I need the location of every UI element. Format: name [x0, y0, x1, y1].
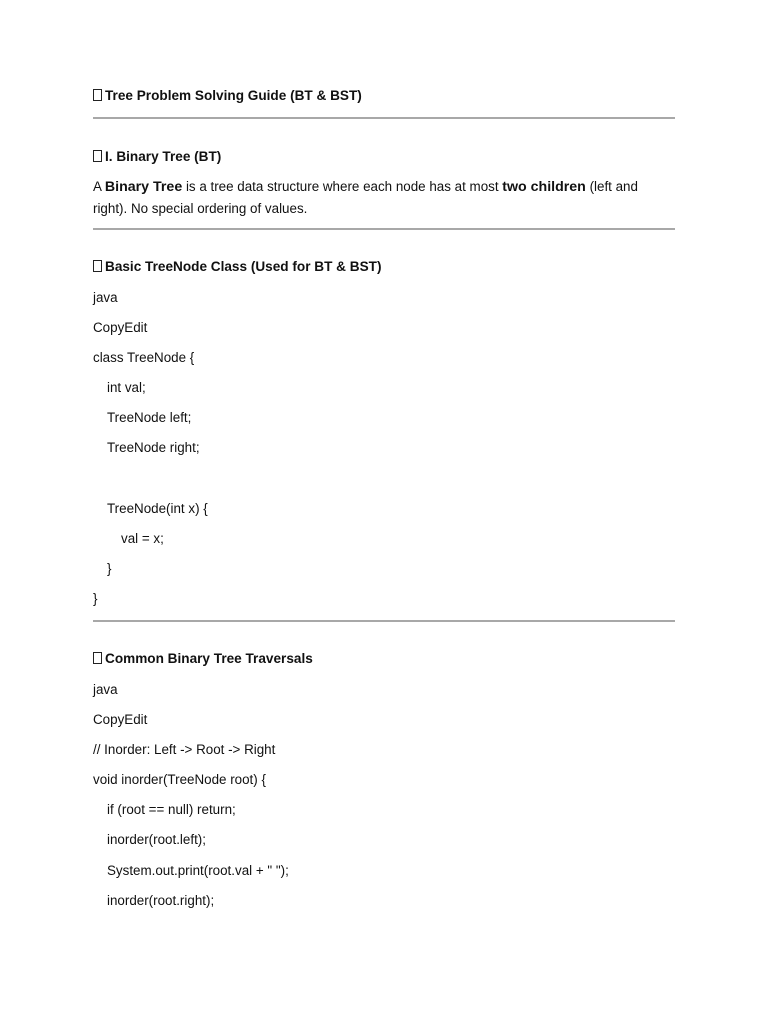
section-heading-text: Common Binary Tree Traversals: [105, 651, 313, 666]
para-text: A: [93, 179, 105, 194]
code-line: }: [93, 591, 98, 606]
binary-tree-description: [93, 176, 675, 219]
code-line: inorder(root.right);: [107, 893, 215, 908]
code-language-label: java: [93, 290, 118, 305]
code-line: inorder(root.left);: [107, 832, 206, 847]
section-heading-text: I. Binary Tree (BT): [105, 149, 222, 164]
missing-glyph-icon: [93, 260, 102, 272]
para-text: is a tree data structure where each node has at most: [182, 179, 503, 194]
section-heading-text: Basic TreeNode Class (Used for BT & BST): [105, 259, 382, 274]
copy-edit-label: CopyEdit: [93, 712, 148, 727]
code-line: // Inorder: Left -> Root -> Right: [93, 742, 276, 757]
doc-title: [93, 88, 362, 103]
horizontal-rule: [93, 228, 675, 230]
missing-glyph-icon: [93, 89, 102, 101]
code-line: val = x;: [121, 531, 164, 546]
code-line: if (root == null) return;: [107, 802, 236, 817]
code-line: void inorder(TreeNode root) {: [93, 772, 266, 787]
code-line: class TreeNode {: [93, 350, 195, 365]
code-language-label: java: [93, 682, 118, 697]
doc-title-text: Tree Problem Solving Guide (BT & BST): [105, 88, 362, 103]
horizontal-rule: [93, 117, 675, 119]
code-line: TreeNode(int x) {: [107, 501, 208, 516]
missing-glyph-icon: [93, 652, 102, 664]
code-line: System.out.print(root.val + " ");: [107, 863, 289, 878]
code-line: TreeNode right;: [107, 440, 200, 455]
para-bold-term: two children: [502, 179, 586, 195]
para-text: (left and right). No special ordering of values.: [93, 179, 638, 216]
code-line: }: [107, 561, 112, 576]
copy-edit-label: CopyEdit: [93, 320, 148, 335]
para-bold-term: Binary Tree: [104, 179, 183, 195]
code-line: int val;: [107, 380, 146, 395]
horizontal-rule: [93, 620, 675, 622]
section-heading-binary-tree: [93, 149, 221, 164]
section-heading-traversals: [93, 651, 313, 666]
section-heading-treenode-class: [93, 259, 381, 274]
code-line: TreeNode left;: [107, 410, 192, 425]
missing-glyph-icon: [93, 150, 102, 162]
